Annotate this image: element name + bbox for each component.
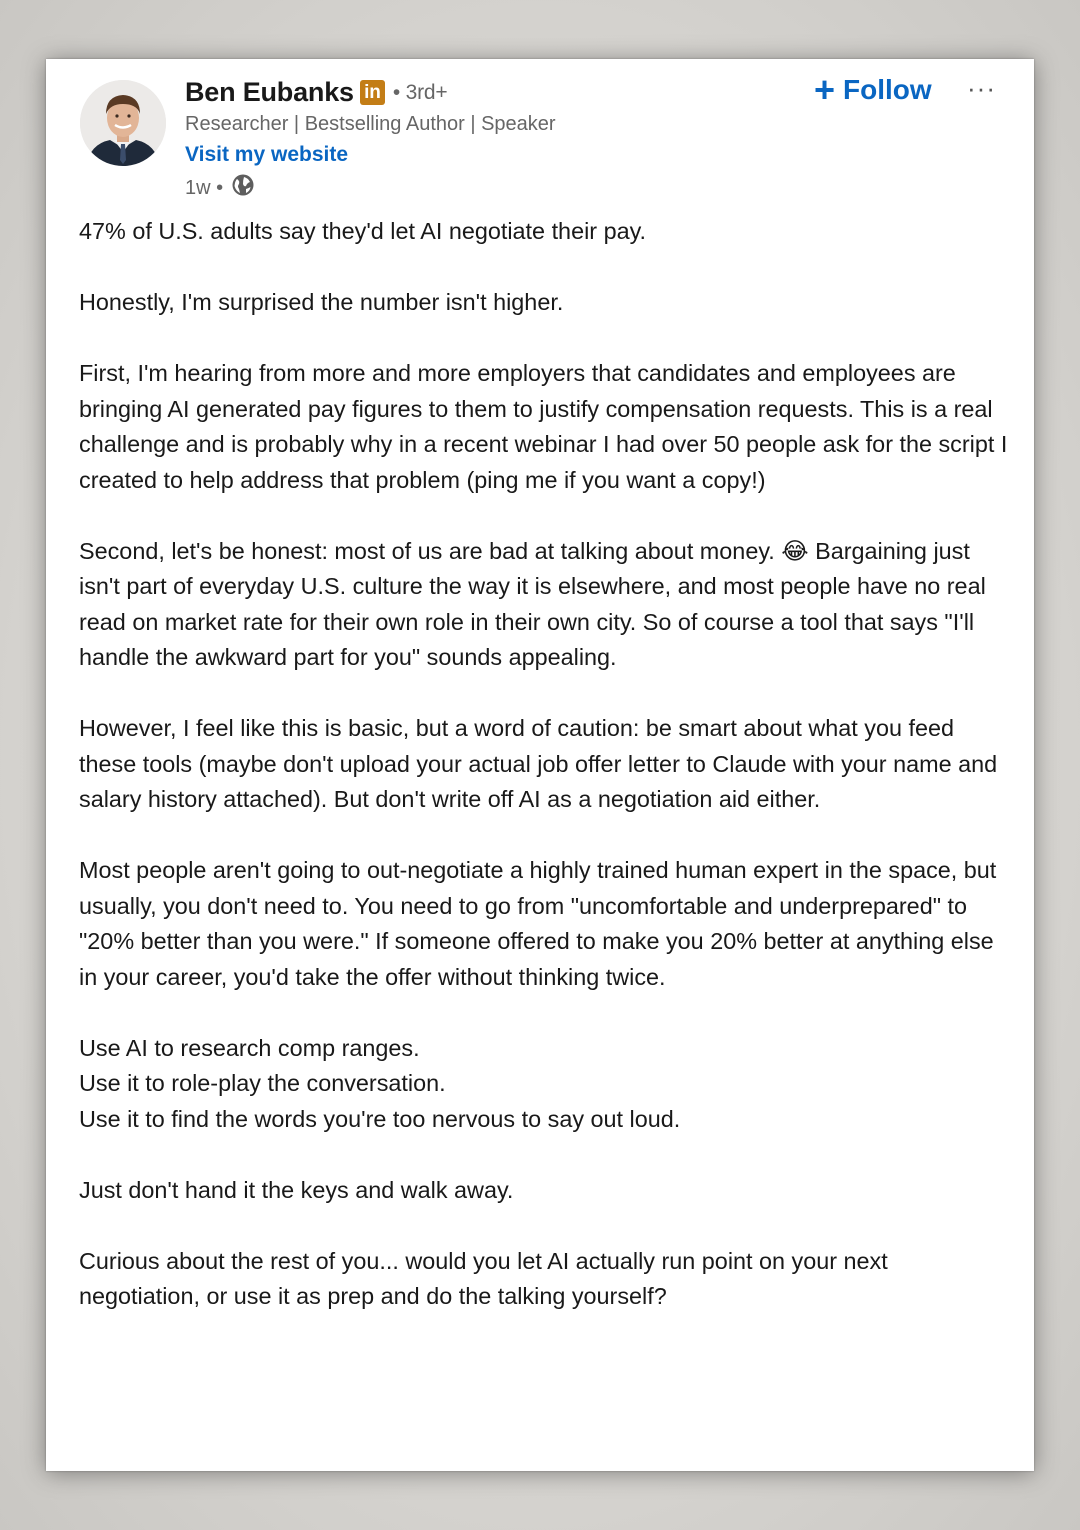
post-paragraph: Most people aren't going to out-negotiate a highly trained human expert in the space, but usually, you don't need to. You need to go from "uncomfortable and underprepared" to "20% better than you were." If someone offered to make you 20% better at anything else in your career, you'd take the offer without thinking twice. xyxy=(79,857,997,990)
post-timestamp: 1w • xyxy=(185,176,224,199)
author-avatar[interactable] xyxy=(80,80,166,166)
author-name[interactable] xyxy=(185,77,447,108)
connection-degree: • 3rd+ xyxy=(392,80,448,104)
follow-label: Follow xyxy=(843,74,932,105)
post-paragraph: Curious about the rest of you... would you let AI actually run point on your next negotiation, or use it as prep and do the talking yourself? xyxy=(79,1247,888,1309)
post-paragraph: 47% of U.S. adults say they'd let AI negotiate their pay. xyxy=(79,218,647,244)
post-body xyxy=(79,214,1014,1315)
post-line: Use it to role-play the conversation. xyxy=(79,1070,446,1096)
post-paragraph: However, I feel like this is basic, but a word of caution: be smart about what you feed these tools (maybe don't upload your actual job offer letter to Claude with your name and salary history attached). But don't write off AI as a negotiation aid either. xyxy=(79,715,998,812)
post-card xyxy=(46,59,1034,1471)
post-line: Use it to find the words you're too nervous to say out loud. xyxy=(79,1105,681,1132)
linkedin-premium-badge-icon: in xyxy=(360,80,385,105)
post-line: Use AI to research comp ranges. xyxy=(79,1034,420,1061)
post-paragraph: Honestly, I'm surprised the number isn't higher. xyxy=(79,289,564,315)
post-paragraph: Second, let's be honest: most of us are bad at talking about money. 😂 Bargaining just isn't part of everyday U.S. culture the way it is elsewhere, and most people have no real read on market rate for their own role in their own city. So of course a tool that says "I'll handle the awkward part for you" sounds appealing. xyxy=(79,537,986,670)
post-paragraph: First, I'm hearing from more and more employers that candidates and employees are bringing AI generated pay figures to them to justify compensation requests. This is a real challenge and is probably why in a recent webinar I had over 50 people ask for the script I created to help address that problem (ping me if you want a copy!) xyxy=(79,360,1008,493)
post-meta xyxy=(185,173,255,203)
more-options-icon[interactable]: ··· xyxy=(967,73,996,103)
post-paragraph: Just don't hand it the keys and walk away. xyxy=(79,1176,514,1203)
profile-photo xyxy=(80,80,166,166)
follow-button[interactable] xyxy=(814,69,932,110)
visit-website-link[interactable]: Visit my website xyxy=(185,143,349,166)
author-name-text[interactable]: Ben Eubanks xyxy=(185,77,354,107)
globe-icon xyxy=(231,173,255,203)
plus-icon: + xyxy=(814,69,836,110)
author-headline: Researcher | Bestselling Author | Speaker xyxy=(185,113,556,135)
